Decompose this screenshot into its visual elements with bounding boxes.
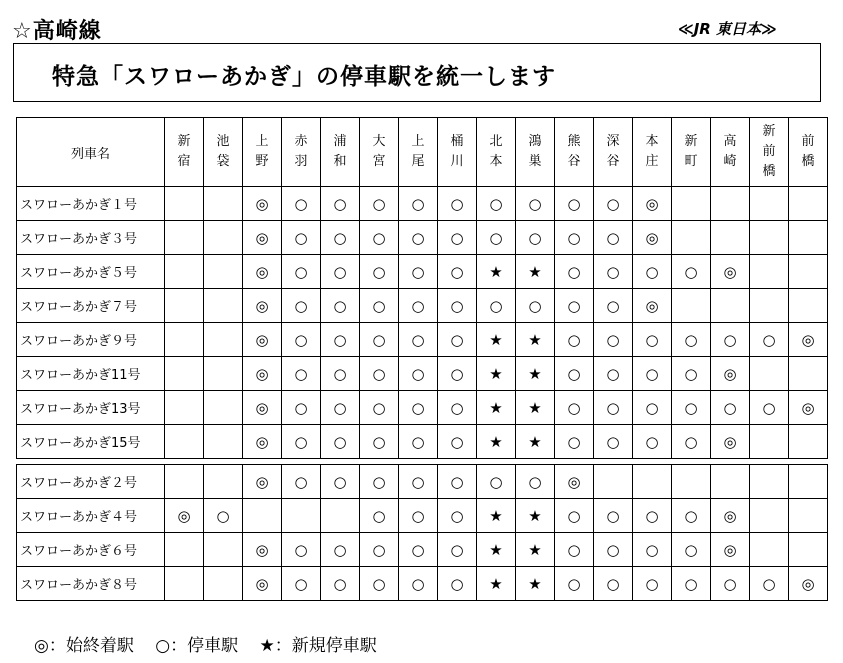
stop-mark: ○ <box>555 289 594 323</box>
stop-mark: ○ <box>438 221 477 255</box>
stop-mark: ○ <box>321 221 360 255</box>
stop-mark: ★ <box>516 425 555 459</box>
stop-mark <box>711 187 750 221</box>
stop-mark: ○ <box>282 567 321 601</box>
stop-mark: ★ <box>516 533 555 567</box>
stop-mark <box>789 499 828 533</box>
stop-mark: ★ <box>477 533 516 567</box>
stop-mark <box>711 221 750 255</box>
line-title: ☆高崎線 <box>12 19 102 44</box>
stop-mark: ○ <box>594 499 633 533</box>
stop-mark <box>750 289 789 323</box>
stop-mark <box>204 357 243 391</box>
stop-mark: ○ <box>594 357 633 391</box>
stop-mark: ○ <box>555 255 594 289</box>
stop-mark <box>204 533 243 567</box>
stop-mark: ○ <box>321 533 360 567</box>
stop-mark: ○ <box>672 323 711 357</box>
stop-mark: ○ <box>672 499 711 533</box>
stop-mark: ○ <box>594 255 633 289</box>
stop-mark <box>282 499 321 533</box>
stop-mark: ◎ <box>555 465 594 499</box>
stop-mark: ○ <box>672 391 711 425</box>
station-header: 本庄 <box>633 118 672 187</box>
stop-mark: ○ <box>672 255 711 289</box>
stop-mark: ○ <box>282 221 321 255</box>
stop-mark: ○ <box>750 567 789 601</box>
station-header: 新前橋 <box>750 118 789 187</box>
stop-mark: ○ <box>633 533 672 567</box>
stop-mark: ★ <box>477 357 516 391</box>
stop-mark <box>789 357 828 391</box>
table-row <box>17 499 828 533</box>
stop-mark: ◎ <box>243 289 282 323</box>
station-header: 熊谷 <box>555 118 594 187</box>
stop-mark <box>789 533 828 567</box>
table-row <box>17 323 828 357</box>
stop-mark: ○ <box>750 391 789 425</box>
stop-mark: ○ <box>633 567 672 601</box>
stop-mark: ○ <box>321 187 360 221</box>
stop-mark: ○ <box>555 533 594 567</box>
stop-mark: ○ <box>282 391 321 425</box>
stop-mark <box>165 255 204 289</box>
train-name-header: 列車名 <box>17 118 165 187</box>
stop-mark: ◎ <box>243 255 282 289</box>
stop-mark: ◎ <box>243 187 282 221</box>
stop-mark: ◎ <box>243 465 282 499</box>
train-name: スワローあかぎ８号 <box>17 567 165 601</box>
table-row <box>17 465 828 499</box>
train-name: スワローあかぎ７号 <box>17 289 165 323</box>
stop-mark <box>750 465 789 499</box>
stop-mark: ○ <box>282 255 321 289</box>
stop-mark: ○ <box>399 289 438 323</box>
stop-mark: ○ <box>399 391 438 425</box>
stop-mark: ○ <box>360 465 399 499</box>
stop-mark <box>165 289 204 323</box>
stop-mark: ○ <box>594 221 633 255</box>
stop-mark: ○ <box>711 323 750 357</box>
stop-mark <box>204 323 243 357</box>
stop-mark: ★ <box>516 391 555 425</box>
stop-mark: ○ <box>399 357 438 391</box>
stop-mark <box>165 425 204 459</box>
stop-mark: ○ <box>477 289 516 323</box>
stop-mark: ○ <box>399 187 438 221</box>
station-header: 上尾 <box>399 118 438 187</box>
headline: 特急「スワローあかぎ」の停車駅を統一します <box>52 64 556 90</box>
station-header: 大宮 <box>360 118 399 187</box>
stop-mark <box>165 323 204 357</box>
station-header: 深谷 <box>594 118 633 187</box>
legend-new-stop: ★：新規停車駅 <box>259 636 377 656</box>
stop-mark: ○ <box>399 567 438 601</box>
stop-mark <box>165 533 204 567</box>
stop-mark: ○ <box>594 391 633 425</box>
train-name: スワローあかぎ４号 <box>17 499 165 533</box>
stop-mark: ○ <box>282 187 321 221</box>
stop-mark <box>165 357 204 391</box>
stop-mark: ○ <box>360 187 399 221</box>
stop-mark: ★ <box>516 255 555 289</box>
stop-mark: ○ <box>360 391 399 425</box>
stop-mark: ○ <box>555 221 594 255</box>
station-header: 浦和 <box>321 118 360 187</box>
stop-mark: ○ <box>438 357 477 391</box>
stop-mark <box>711 289 750 323</box>
train-name: スワローあかぎ３号 <box>17 221 165 255</box>
stop-mark: ○ <box>321 425 360 459</box>
stop-mark: ◎ <box>243 567 282 601</box>
stop-mark: ◎ <box>243 425 282 459</box>
stop-mark: ○ <box>594 533 633 567</box>
stop-mark: ◎ <box>243 323 282 357</box>
stop-table <box>16 117 828 601</box>
stop-mark <box>204 567 243 601</box>
stop-mark: ○ <box>594 323 633 357</box>
stop-mark: ○ <box>594 425 633 459</box>
stop-mark: ○ <box>672 425 711 459</box>
stop-mark: ○ <box>672 567 711 601</box>
stop-mark: ◎ <box>633 187 672 221</box>
stop-mark: ○ <box>438 465 477 499</box>
stop-mark: ○ <box>399 425 438 459</box>
stop-mark: ○ <box>321 357 360 391</box>
stop-mark: ◎ <box>165 499 204 533</box>
table-body <box>17 187 828 601</box>
stop-mark: ○ <box>477 465 516 499</box>
stop-mark <box>672 221 711 255</box>
stop-mark: ○ <box>633 323 672 357</box>
stop-mark: ○ <box>555 567 594 601</box>
stop-mark: ○ <box>438 255 477 289</box>
stop-mark: ○ <box>399 465 438 499</box>
stop-mark: ○ <box>321 391 360 425</box>
stop-mark: ◎ <box>243 533 282 567</box>
stop-mark <box>243 499 282 533</box>
table-row <box>17 357 828 391</box>
stop-mark: ★ <box>516 499 555 533</box>
station-header: 北本 <box>477 118 516 187</box>
stop-mark: ★ <box>477 499 516 533</box>
train-name: スワローあかぎ15号 <box>17 425 165 459</box>
stop-mark <box>204 221 243 255</box>
stop-mark: ○ <box>360 323 399 357</box>
train-name: スワローあかぎ11号 <box>17 357 165 391</box>
table-row <box>17 255 828 289</box>
stop-mark: ◎ <box>711 499 750 533</box>
stop-mark <box>750 533 789 567</box>
stop-mark: ○ <box>282 533 321 567</box>
station-header: 新町 <box>672 118 711 187</box>
stop-mark: ○ <box>672 533 711 567</box>
stop-mark <box>165 465 204 499</box>
table-row <box>17 187 828 221</box>
stop-mark <box>165 221 204 255</box>
train-name: スワローあかぎ１号 <box>17 187 165 221</box>
stop-mark: ○ <box>399 499 438 533</box>
stop-mark: ○ <box>438 425 477 459</box>
stop-mark: ○ <box>633 425 672 459</box>
stop-mark: ○ <box>438 289 477 323</box>
stop-mark: ○ <box>594 289 633 323</box>
stop-mark: ○ <box>633 499 672 533</box>
table-row <box>17 567 828 601</box>
stop-mark: ○ <box>516 289 555 323</box>
station-header: 高崎 <box>711 118 750 187</box>
station-header: 新宿 <box>165 118 204 187</box>
stop-mark <box>165 567 204 601</box>
stop-mark <box>750 425 789 459</box>
stop-mark <box>204 425 243 459</box>
stop-mark <box>789 289 828 323</box>
stop-mark: ◎ <box>633 289 672 323</box>
stop-mark: ◎ <box>789 323 828 357</box>
legend <box>34 631 393 656</box>
stop-mark <box>750 187 789 221</box>
stop-mark: ○ <box>438 187 477 221</box>
stop-mark: ◎ <box>711 533 750 567</box>
train-name: スワローあかぎ２号 <box>17 465 165 499</box>
stop-mark: ○ <box>399 221 438 255</box>
table-row <box>17 289 828 323</box>
stop-mark: ○ <box>555 357 594 391</box>
stop-mark: ◎ <box>711 425 750 459</box>
stop-mark <box>672 465 711 499</box>
stop-mark <box>711 465 750 499</box>
stop-mark: ○ <box>438 391 477 425</box>
stop-mark: ○ <box>711 391 750 425</box>
stop-mark: ○ <box>516 221 555 255</box>
station-header: 池袋 <box>204 118 243 187</box>
stop-mark: ○ <box>477 221 516 255</box>
stop-mark <box>204 187 243 221</box>
stop-mark: ○ <box>360 567 399 601</box>
stop-mark: ○ <box>633 357 672 391</box>
stop-mark: ○ <box>438 567 477 601</box>
stop-mark <box>750 255 789 289</box>
stop-mark <box>750 499 789 533</box>
stop-mark: ○ <box>360 357 399 391</box>
stop-mark: ★ <box>477 567 516 601</box>
table-row <box>17 425 828 459</box>
stop-mark <box>750 357 789 391</box>
station-header: 前橋 <box>789 118 828 187</box>
stop-mark: ○ <box>555 391 594 425</box>
stop-mark: ○ <box>204 499 243 533</box>
stop-mark: ○ <box>555 323 594 357</box>
stop-mark: ○ <box>399 533 438 567</box>
stop-mark: ◎ <box>633 221 672 255</box>
train-name: スワローあかぎ５号 <box>17 255 165 289</box>
stop-mark: ○ <box>321 465 360 499</box>
stop-mark: ○ <box>594 187 633 221</box>
stop-mark: ◎ <box>243 391 282 425</box>
table-row <box>17 391 828 425</box>
stop-mark <box>165 391 204 425</box>
stop-mark: ★ <box>477 391 516 425</box>
stop-mark: ★ <box>477 425 516 459</box>
stop-mark: ○ <box>282 323 321 357</box>
stop-mark: ★ <box>477 255 516 289</box>
train-name: スワローあかぎ13号 <box>17 391 165 425</box>
company-label: ≪JR 東日本≫ <box>678 20 777 38</box>
stop-mark: ○ <box>516 187 555 221</box>
stop-mark: ○ <box>321 323 360 357</box>
station-header: 赤羽 <box>282 118 321 187</box>
stop-mark <box>789 425 828 459</box>
stop-mark: ○ <box>672 357 711 391</box>
stop-mark: ★ <box>477 323 516 357</box>
stop-mark: ★ <box>516 357 555 391</box>
stop-mark: ○ <box>282 425 321 459</box>
stop-mark: ○ <box>360 499 399 533</box>
stop-mark: ○ <box>477 187 516 221</box>
stop-mark: ★ <box>516 567 555 601</box>
stop-mark: ○ <box>711 567 750 601</box>
stop-mark: ○ <box>438 499 477 533</box>
stop-mark <box>789 255 828 289</box>
stop-mark: ○ <box>282 465 321 499</box>
stop-mark <box>204 465 243 499</box>
stop-mark: ◎ <box>243 357 282 391</box>
stop-mark: ○ <box>555 425 594 459</box>
stop-mark <box>789 221 828 255</box>
stop-mark: ○ <box>360 221 399 255</box>
stop-mark: ○ <box>594 567 633 601</box>
stop-mark <box>672 187 711 221</box>
stop-mark: ○ <box>438 533 477 567</box>
stop-mark: ◎ <box>789 567 828 601</box>
legend-terminal: ◎：始終着駅 <box>34 636 134 656</box>
stop-mark: ○ <box>438 323 477 357</box>
stop-mark: ○ <box>321 567 360 601</box>
table-row <box>17 533 828 567</box>
station-header-row <box>17 118 828 187</box>
train-name: スワローあかぎ９号 <box>17 323 165 357</box>
stop-mark: ○ <box>555 187 594 221</box>
stop-mark <box>633 465 672 499</box>
station-header: 上野 <box>243 118 282 187</box>
stop-mark <box>672 289 711 323</box>
stop-mark: ★ <box>516 323 555 357</box>
stop-mark: ○ <box>282 289 321 323</box>
train-name: スワローあかぎ６号 <box>17 533 165 567</box>
stop-mark: ◎ <box>243 221 282 255</box>
stop-mark: ○ <box>399 255 438 289</box>
stop-mark <box>321 499 360 533</box>
stop-mark: ◎ <box>711 357 750 391</box>
stop-mark: ○ <box>633 255 672 289</box>
stop-mark: ○ <box>399 323 438 357</box>
stop-mark: ○ <box>555 499 594 533</box>
legend-stop: ○：停車駅 <box>155 636 239 656</box>
stop-mark <box>204 391 243 425</box>
station-header: 桶川 <box>438 118 477 187</box>
stop-mark: ○ <box>516 465 555 499</box>
stop-mark: ○ <box>360 425 399 459</box>
stop-mark <box>789 187 828 221</box>
headline-box <box>13 43 821 102</box>
stop-mark: ○ <box>321 255 360 289</box>
stop-mark: ◎ <box>711 255 750 289</box>
stop-mark <box>594 465 633 499</box>
stop-mark <box>165 187 204 221</box>
stop-mark <box>789 465 828 499</box>
stop-mark: ○ <box>360 533 399 567</box>
station-header: 鴻巣 <box>516 118 555 187</box>
stop-mark: ○ <box>360 255 399 289</box>
stop-mark: ○ <box>360 289 399 323</box>
stop-mark: ◎ <box>789 391 828 425</box>
table-row <box>17 221 828 255</box>
stop-mark <box>750 221 789 255</box>
stop-mark: ○ <box>633 391 672 425</box>
stop-mark: ○ <box>282 357 321 391</box>
stop-mark <box>204 289 243 323</box>
stop-mark: ○ <box>750 323 789 357</box>
stop-mark: ○ <box>321 289 360 323</box>
stop-mark <box>204 255 243 289</box>
